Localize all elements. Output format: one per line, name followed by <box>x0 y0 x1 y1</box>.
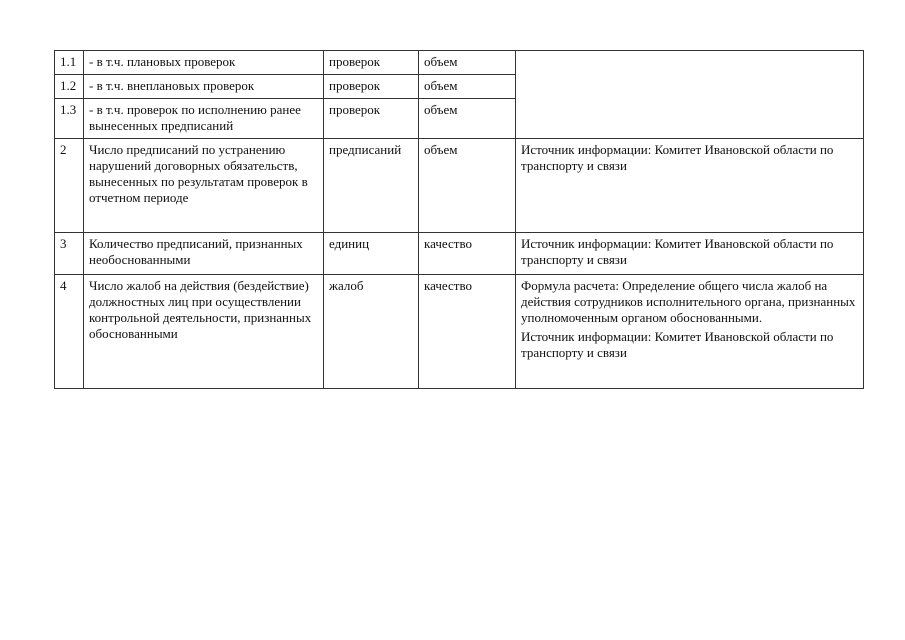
note-source: Источник информации: Комитет Ивановской области по транспорту и связи <box>521 236 834 267</box>
indicator-name: - в т.ч. внеплановых проверок <box>84 75 324 99</box>
indicator-name: - в т.ч. проверок по исполнению ранее вынесенных предписаний <box>84 99 324 139</box>
indicator-name: Число предписаний по устранению нарушений договорных обязательств, вынесенных по результатам проверок в отчетном периоде <box>84 139 324 233</box>
note-cell <box>516 233 864 275</box>
table-row <box>55 51 864 75</box>
row-number: 1.2 <box>55 75 84 99</box>
unit-of-measure: единиц <box>324 233 419 275</box>
indicator-name: Количество предписаний, признанных необоснованными <box>84 233 324 275</box>
table-row <box>55 275 864 389</box>
unit-of-measure: предписаний <box>324 139 419 233</box>
indicator-type: объем <box>419 139 516 233</box>
table-row <box>55 233 864 275</box>
row-number: 3 <box>55 233 84 275</box>
indicator-type: объем <box>419 51 516 75</box>
indicator-name: Число жалоб на действия (бездействие) должностных лиц при осуществлении контрольной деятельности, признанных обоснованными <box>84 275 324 389</box>
row-number: 4 <box>55 275 84 389</box>
row-number: 1.1 <box>55 51 84 75</box>
note-cell <box>516 275 864 389</box>
indicator-name: - в т.ч. плановых проверок <box>84 51 324 75</box>
unit-of-measure: проверок <box>324 75 419 99</box>
unit-of-measure: жалоб <box>324 275 419 389</box>
indicators-table <box>54 50 864 389</box>
unit-of-measure: проверок <box>324 51 419 75</box>
indicator-type: объем <box>419 99 516 139</box>
unit-of-measure: проверок <box>324 99 419 139</box>
table-row <box>55 139 864 233</box>
note-formula: Формула расчета: Определение общего числа жалоб на действия сотрудников исполнительного органа, признанных уполномоченным органом обоснованными. <box>521 278 856 325</box>
note-cell <box>516 139 864 233</box>
note-cell-empty <box>516 51 864 139</box>
note-source: Источник информации: Комитет Ивановской области по транспорту и связи <box>521 142 834 173</box>
row-number: 2 <box>55 139 84 233</box>
indicator-type: качество <box>419 233 516 275</box>
indicator-type: качество <box>419 275 516 389</box>
note-source: Источник информации: Комитет Ивановской области по транспорту и связи <box>521 329 834 360</box>
indicator-type: объем <box>419 75 516 99</box>
row-number: 1.3 <box>55 99 84 139</box>
